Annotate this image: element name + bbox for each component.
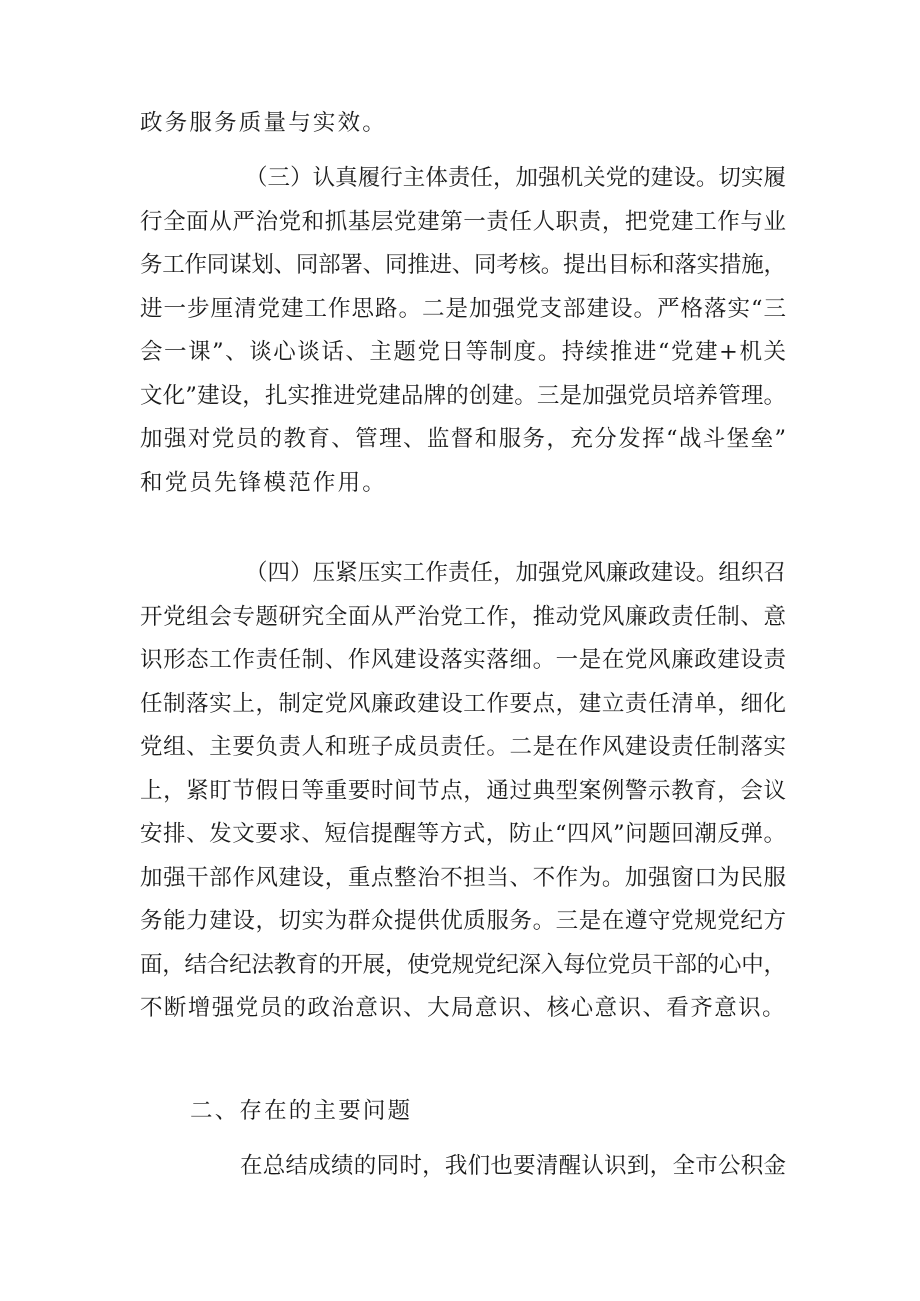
text-line: 上，紧盯节假日等重要时间节点，通过典型案例警示教育，会议: [140, 777, 787, 804]
text-line: 行全面从严治党和抓基层党建第一责任人职责，把党建工作与业: [140, 208, 787, 235]
text-line: 安排、发文要求、短信提醒等方式，防止“四风”问题回潮反弹。: [140, 821, 787, 847]
text-line: 进一步厘清党建工作思路。二是加强党支部建设。严格落实“三: [140, 295, 787, 322]
text-line: 识形态工作责任制、作风建设落实落细。一是在党风廉政建设责: [140, 647, 787, 673]
text-line: 文化”建设，扎实推进党建品牌的创建。三是加强党员培养管理。: [140, 382, 787, 409]
text-line: 务工作同谋划、同部署、同推进、同考核。提出目标和落实措施，: [140, 252, 786, 278]
text-line: 务能力建设，切实为群众提供优质服务。三是在遵守党规党纪方: [140, 908, 787, 934]
paragraph: [140, 157, 786, 505]
text-line: 不断增强党员的政治意识、大局意识、核心意识、看齐意识。: [140, 995, 786, 1021]
paragraph: [140, 102, 786, 146]
paragraph: [140, 552, 786, 1031]
text-line: 开党组会专题研究全面从严治党工作，推动党风廉政责任制、意: [140, 603, 787, 630]
text-line: 和党员先锋模范作用。: [140, 469, 388, 496]
text-line: 加强干部作风建设，重点整治不担当、不作为。加强窗口为民服: [140, 864, 787, 891]
paragraph: [140, 1145, 786, 1189]
text-line: 党组、主要负责人和班子成员责任。二是在作风建设责任制落实: [140, 734, 787, 760]
text-line: 政务服务质量与实效。: [140, 110, 388, 136]
section-heading: [140, 1090, 786, 1134]
text-line: 面，结合纪法教育的开展，使党规党纪深入每位党员干部的心中，: [140, 951, 786, 978]
text-line: 会一课”、谈心谈话、主题党日等制度。持续推进“党建+机关: [140, 339, 788, 365]
text-line: 在总结成绩的同时，我们也要清醒认识到，全市公积金: [240, 1153, 787, 1179]
text-line: （四）压紧压实工作责任，加强党风廉政建设。组织召: [245, 560, 787, 586]
text-line: （三）认真履行主体责任，加强机关党的建设。切实履: [245, 165, 787, 191]
text-line: 任制落实上，制定党风廉政建设工作要点，建立责任清单，细化: [140, 690, 787, 717]
text-line: 加强对党员的教育、管理、监督和服务，充分发挥“战斗堡垒”: [140, 426, 788, 452]
text-line: 二、存在的主要问题: [190, 1098, 413, 1124]
